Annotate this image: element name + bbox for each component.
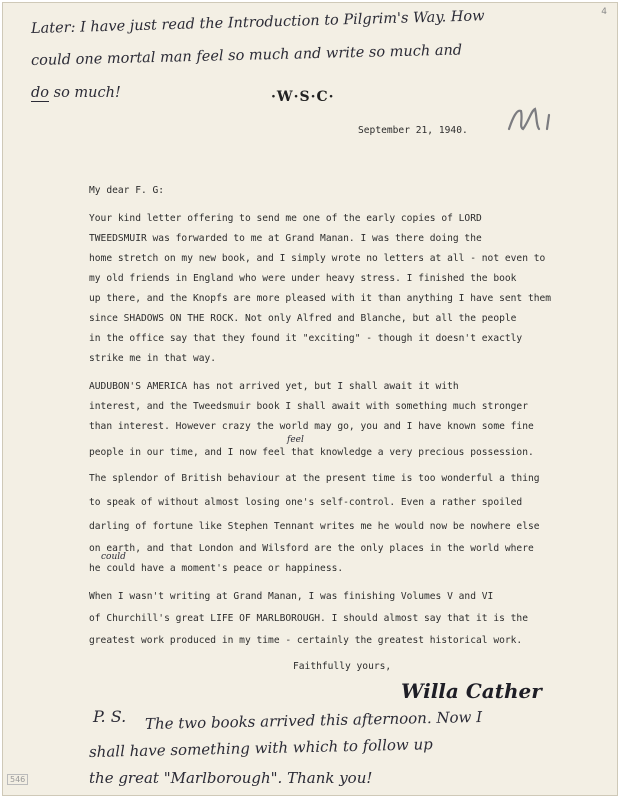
letterhead-monogram: ·W·S·C· [271,89,335,105]
body-line: home stretch on my new book, and I simply wrote no letters at all - not even to [89,253,546,264]
postscript-line-3: the great "Marlborough". Thank you! [89,769,373,787]
body-line: since SHADOWS ON THE ROCK. Not only Alfred and Blanche, but all the people [89,313,517,324]
body-line: When I wasn't writing at Grand Manan, I was finishing Volumes V and VI [89,591,494,602]
signature: Willa Cather [401,679,542,703]
body-line: TWEEDSMUIR was forwarded to me at Grand Manan. I was there doing the [89,233,482,244]
top-note-line-2: could one mortal man feel so much and write so much and [30,42,463,69]
top-note-line-1: Later: I have just read the Introduction to Pilgrim's Way. How [30,8,485,37]
body-line: than interest. However crazy the world may go, you and I have known some fine [89,421,534,432]
top-note-line-3: do so much! [31,85,121,101]
body-line: interest, and the Tweedsmuir book I shall await with something much stronger [89,401,528,412]
page-number: 4 [601,7,607,17]
body-line: he could have a moment's peace or happiness. [89,563,344,574]
body-line: my old friends in England who were under heavy stress. I finished the book [89,273,517,284]
letter-page [2,2,618,796]
body-line: to speak of without almost losing one's self-control. Even a rather spoiled [89,497,523,508]
body-line: in the office say that they found it "exciting" - though it doesn't exactly [89,333,523,344]
archive-label: 546 [7,774,28,785]
body-line: up there, and the Knopfs are more pleased with it than anything I have sent them [89,293,552,304]
body-line: Your kind letter offering to send me one of the early copies of LORD [89,213,482,224]
postscript-line-2: shall have something with which to follow up [88,735,433,761]
closing: Faithfully yours, [293,661,392,672]
letter-date: September 21, 1940. [358,125,468,136]
body-line: greatest work produced in my time - certainly the greatest historical work. [89,635,523,646]
postscript-label: P. S. [93,707,127,726]
salutation: My dear F. G: [89,185,165,196]
interlinear-feel: feel [287,435,304,445]
body-line: darling of fortune like Stephen Tennant writes me he would now be nowhere else [89,521,540,532]
body-line: of Churchill's great LIFE OF MARLBOROUGH. I should almost say that it is the [89,613,528,624]
postscript-line-1: The two books arrived this afternoon. Now I [144,707,483,733]
body-line: strike me in that way. [89,353,217,364]
body-line: on earth, and that London and Wilsford are the only places in the world where [89,543,534,554]
body-line: The splendor of British behaviour at the present time is too wonderful a thing [89,473,540,484]
body-line: AUDUBON'S AMERICA has not arrived yet, but I shall await it with [89,381,459,392]
initials-scribble [503,99,573,139]
body-line: people in our time, and I now feel that knowledge a very precious possession. [89,447,534,458]
interlinear-could: could [101,552,126,562]
